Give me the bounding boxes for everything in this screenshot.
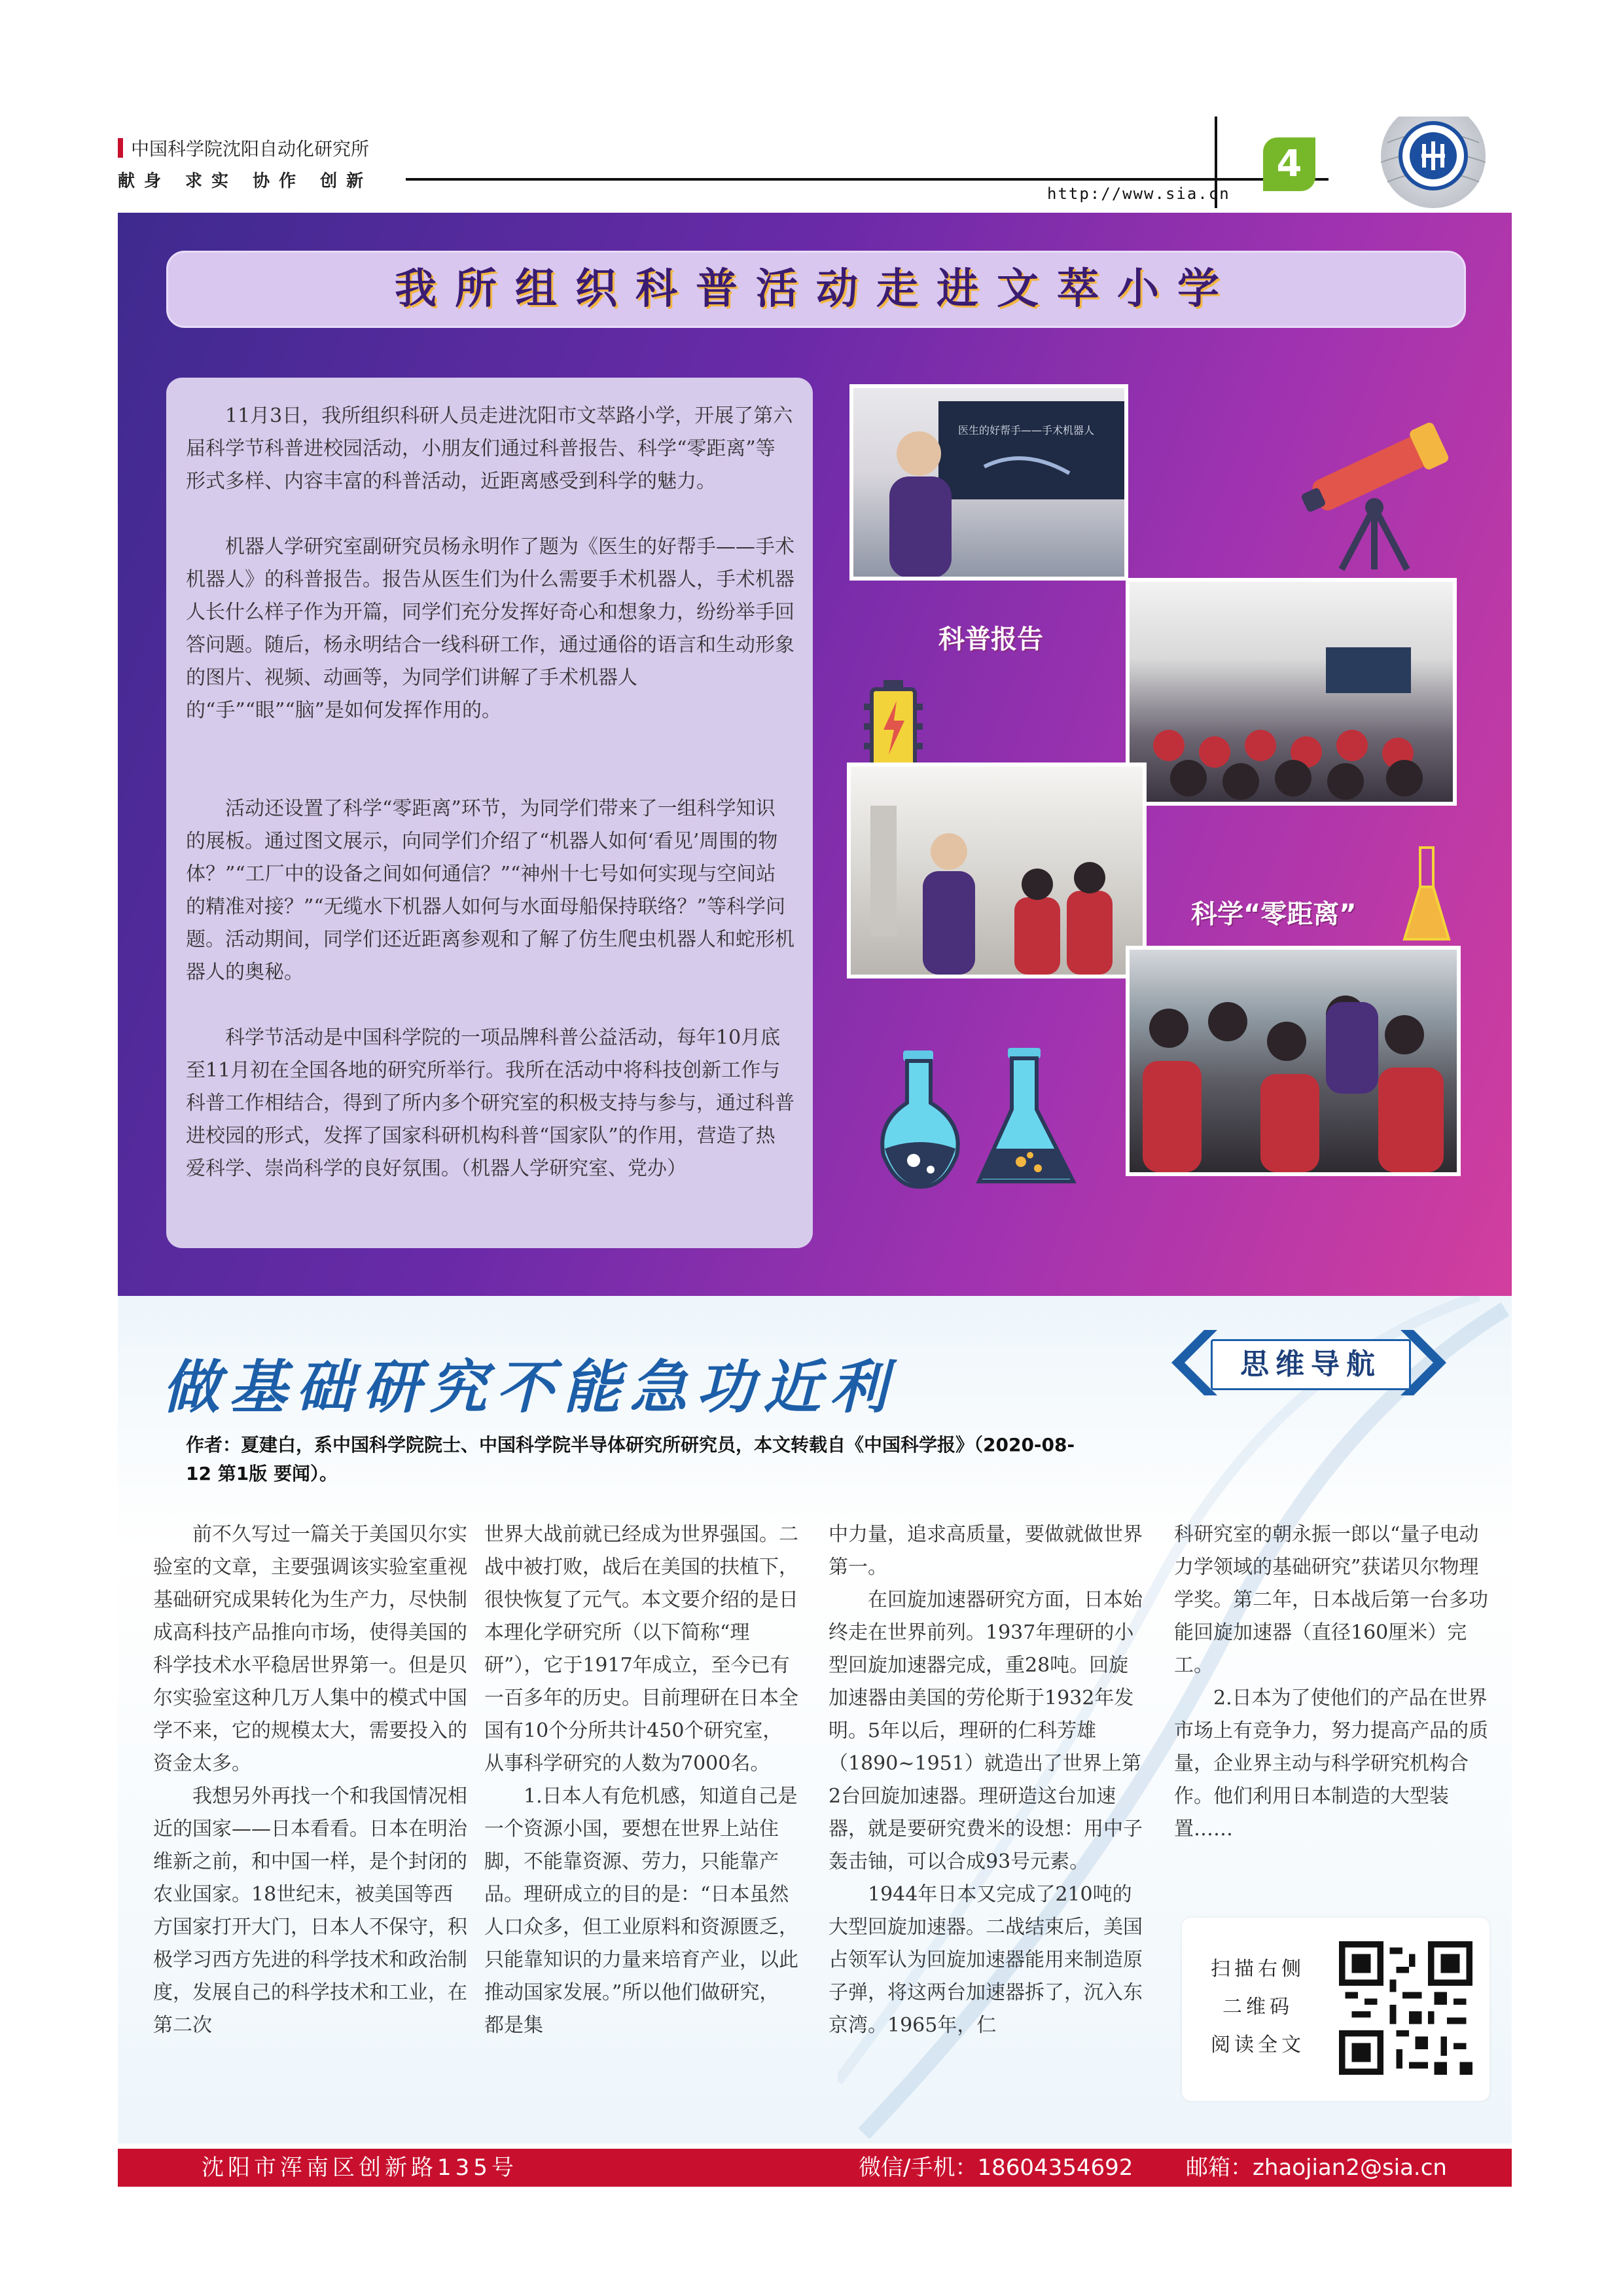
page-number-badge: 4 <box>1263 137 1315 191</box>
chemistry-flasks-icon <box>870 1044 1080 1194</box>
paragraph: 活动还设置了科学“零距离”环节，为同学们带来了一组科学知识的展板。通过图文展示，向同学们介绍了“机器人如何‘看见’周围的物体？”“工厂中的设备之间如何通信？”“神州十七号如何实现与空间站的精准对接？”“无缆水下机器人如何与水面母船保持联络？”等科学问题。活动期间，同学们还近距离参观和了解了仿生爬虫机器人和蛇形机器人的奥秘。 <box>186 797 794 984</box>
qr-code-icon[interactable] <box>1339 1941 1472 2075</box>
paragraph: 我想另外再找一个和我国情况相近的国家——日本看看。日本在明治维新之前，和中国一样，是个封闭的农业国家。18世纪末，被美国等西方国家打开大门，日本人不保守，积极学习西方先进的科学技术和政治制度，发展自己的科学技术和工业，在第二次 <box>153 1785 467 2037</box>
paragraph: 中力量，追求高质量，要做就做世界第一。 <box>829 1523 1143 1579</box>
header-url[interactable]: http://www.sia.cn <box>1047 185 1230 203</box>
qr-line: 扫描右侧 <box>1211 1958 1305 1981</box>
footer-email[interactable]: 邮箱：zhaojian2@sia.cn <box>1186 2155 1447 2181</box>
top-article-body <box>166 378 813 1248</box>
text-column-1 <box>153 1518 467 2042</box>
header-rule <box>406 178 1329 181</box>
paragraph: 11月3日，我所组织科研人员走进沈阳市文萃路小学，开展了第六届科学节科普进校园活动，小朋友们通过科普报告、科学“零距离”等形式多样、内容丰富的科普活动，近距离感受到科学的魅力。 <box>186 404 793 493</box>
qr-panel <box>1182 1918 1489 2101</box>
nav-label: 思维导航 <box>1211 1339 1411 1390</box>
photo-children-exhibit <box>1126 946 1461 1176</box>
science-outreach-article <box>118 213 1512 1296</box>
paragraph: 科学节活动是中国科学院的一项品牌科普公益活动，每年10月底至11月初在全国各地的研究所举行。我所在活动中将科技创新工作与科普工作相结合，得到了所内多个研究室的积极支持与参与，通过科普进校园的形式，发挥了国家科研机构科普“国家队”的作用，营造了热爱科学、崇尚科学的良好氛围。（机器人学研究室、党办） <box>186 1026 794 1180</box>
text-column-4 <box>1174 1518 1488 1846</box>
header-red-mark <box>118 138 123 158</box>
photo-interaction <box>847 762 1147 978</box>
top-article-title: 我所组织科普活动走进文萃小学 <box>395 265 1238 314</box>
photo-interaction-scene <box>851 766 1143 975</box>
photo-lecture-hall <box>1126 578 1457 806</box>
paragraph: 科研究室的朝永振一郎以“量子电动力学领域的基础研究”获诺贝尔物理学奖。第二年，日本战后第一台多功能回旋加速器（直径160厘米）完工。 <box>1174 1523 1488 1677</box>
paragraph: 前不久写过一篇关于美国贝尔实验室的文章，主要强调该实验室重视基础研究成果转化为生产力，尽快制成高科技产品推向市场，使得美国的科学技术水平稳居世界第一。但是贝尔实验室这种几万人集中的模式中国学不来，它的规模太大，需要投入的资金太多。 <box>153 1523 467 1775</box>
qr-line: 二维码 <box>1222 1996 1293 2018</box>
institute-logo-icon <box>1361 117 1505 215</box>
text-column-2 <box>484 1518 798 2042</box>
flask-icon <box>1400 841 1453 946</box>
paragraph: 1.日本人有危机感，知道自己是一个资源小国，要想在世界上站住脚，不能靠资源、劳力，只能靠产品。理研成立的目的是：“日本虽然人口众多，但工业原料和资源匮乏，只能靠知识的力量来培育产业，以此推动国家发展。”所以他们做研究，都是集 <box>484 1785 798 2037</box>
paragraph: 世界大战前就已经成为世界强国。二战中被打败，战后在美国的扶植下，很快恢复了元气。本文要介绍的是日本理化学研究所（以下简称“理研”），它于1917年成立，至今已有一百多年的历史。目前理研在日本全国有10个分所共计450个研究室，从事科学研究的人数为7000名。 <box>484 1523 798 1775</box>
thinking-navigation-badge <box>1165 1323 1453 1402</box>
header-org-name: 中国科学院沈阳自动化研究所 <box>131 138 370 160</box>
slide-text: 医生的好帮手——手术机器人 <box>958 424 1095 437</box>
photo-speaker <box>849 384 1128 581</box>
header-motto: 献身 求实 协作 创新 <box>118 171 373 191</box>
photo-children-exhibit-scene <box>1130 950 1457 1172</box>
paragraph: 在回旋加速器研究方面，日本始终走在世界前列。1937年理研的小型回旋加速器完成，重28吨。回旋加速器由美国的劳伦斯于1932年发明。5年以后，理研的仁科芳雄（1890~1951）就造出了世界上第2台回旋加速器。理研造这台加速器，就是要研究费米的设想：用中子轰击铀，可以合成93号元素。 <box>829 1588 1143 1873</box>
caption-science-report: 科普报告 <box>938 624 1043 655</box>
paragraph: 机器人学研究室副研究员杨永明作了题为《医生的好帮手——手术机器人》的科普报告。报告从医生们为什么需要手术机器人，手术机器人长什么样子作为开篇，同学们充分发挥好奇心和想象力，纷纷举手回答问题。随后，杨永明结合一线科研工作，通过通俗的语言和生动形象的图片、视频、动画等，为同学们讲解了手术机器人的“手”“眼”“脑”是如何发挥作用的。 <box>186 535 794 722</box>
telescope-icon <box>1289 409 1459 573</box>
page-footer <box>118 2149 1512 2187</box>
footer-wechat-phone: 微信/手机：18604354692 <box>859 2155 1133 2181</box>
basic-research-article <box>118 1296 1512 2144</box>
qr-instructions <box>1205 1950 1310 2064</box>
top-title-banner <box>166 251 1466 328</box>
bottom-article-title: 做基础研究不能急功近利 <box>162 1353 897 1421</box>
battery-icon <box>864 677 923 769</box>
caption-science-zero-distance: 科学“零距离” <box>1191 899 1357 929</box>
paragraph: 1944年日本又完成了210吨的大型回旋加速器。二战结束后，美国占领军认为回旋加速器能用来制造原子弹，将这两台加速器拆了，沉入东京湾。1965年，仁 <box>829 1883 1143 2037</box>
page-header <box>118 117 1512 208</box>
paragraph: 2.日本为了使他们的产品在世界市场上有竞争力，努力提高产品的质量，企业界主动与科学研究机构合作。他们利用日本制造的大型装置…… <box>1174 1687 1488 1840</box>
author-info: 作者：夏建白，系中国科学院院士、中国科学院半导体研究所研究员，本文转载自《中国科学报》（2020-08-12 第1版 要闻）。 <box>186 1434 1075 1484</box>
photo-lecture-hall-scene <box>1130 582 1453 802</box>
photo-speaker-scene <box>853 388 1124 577</box>
footer-address: 沈阳市浑南区创新路135号 <box>202 2155 518 2181</box>
text-column-3 <box>829 1518 1143 2042</box>
qr-line: 阅读全文 <box>1211 2034 1305 2056</box>
